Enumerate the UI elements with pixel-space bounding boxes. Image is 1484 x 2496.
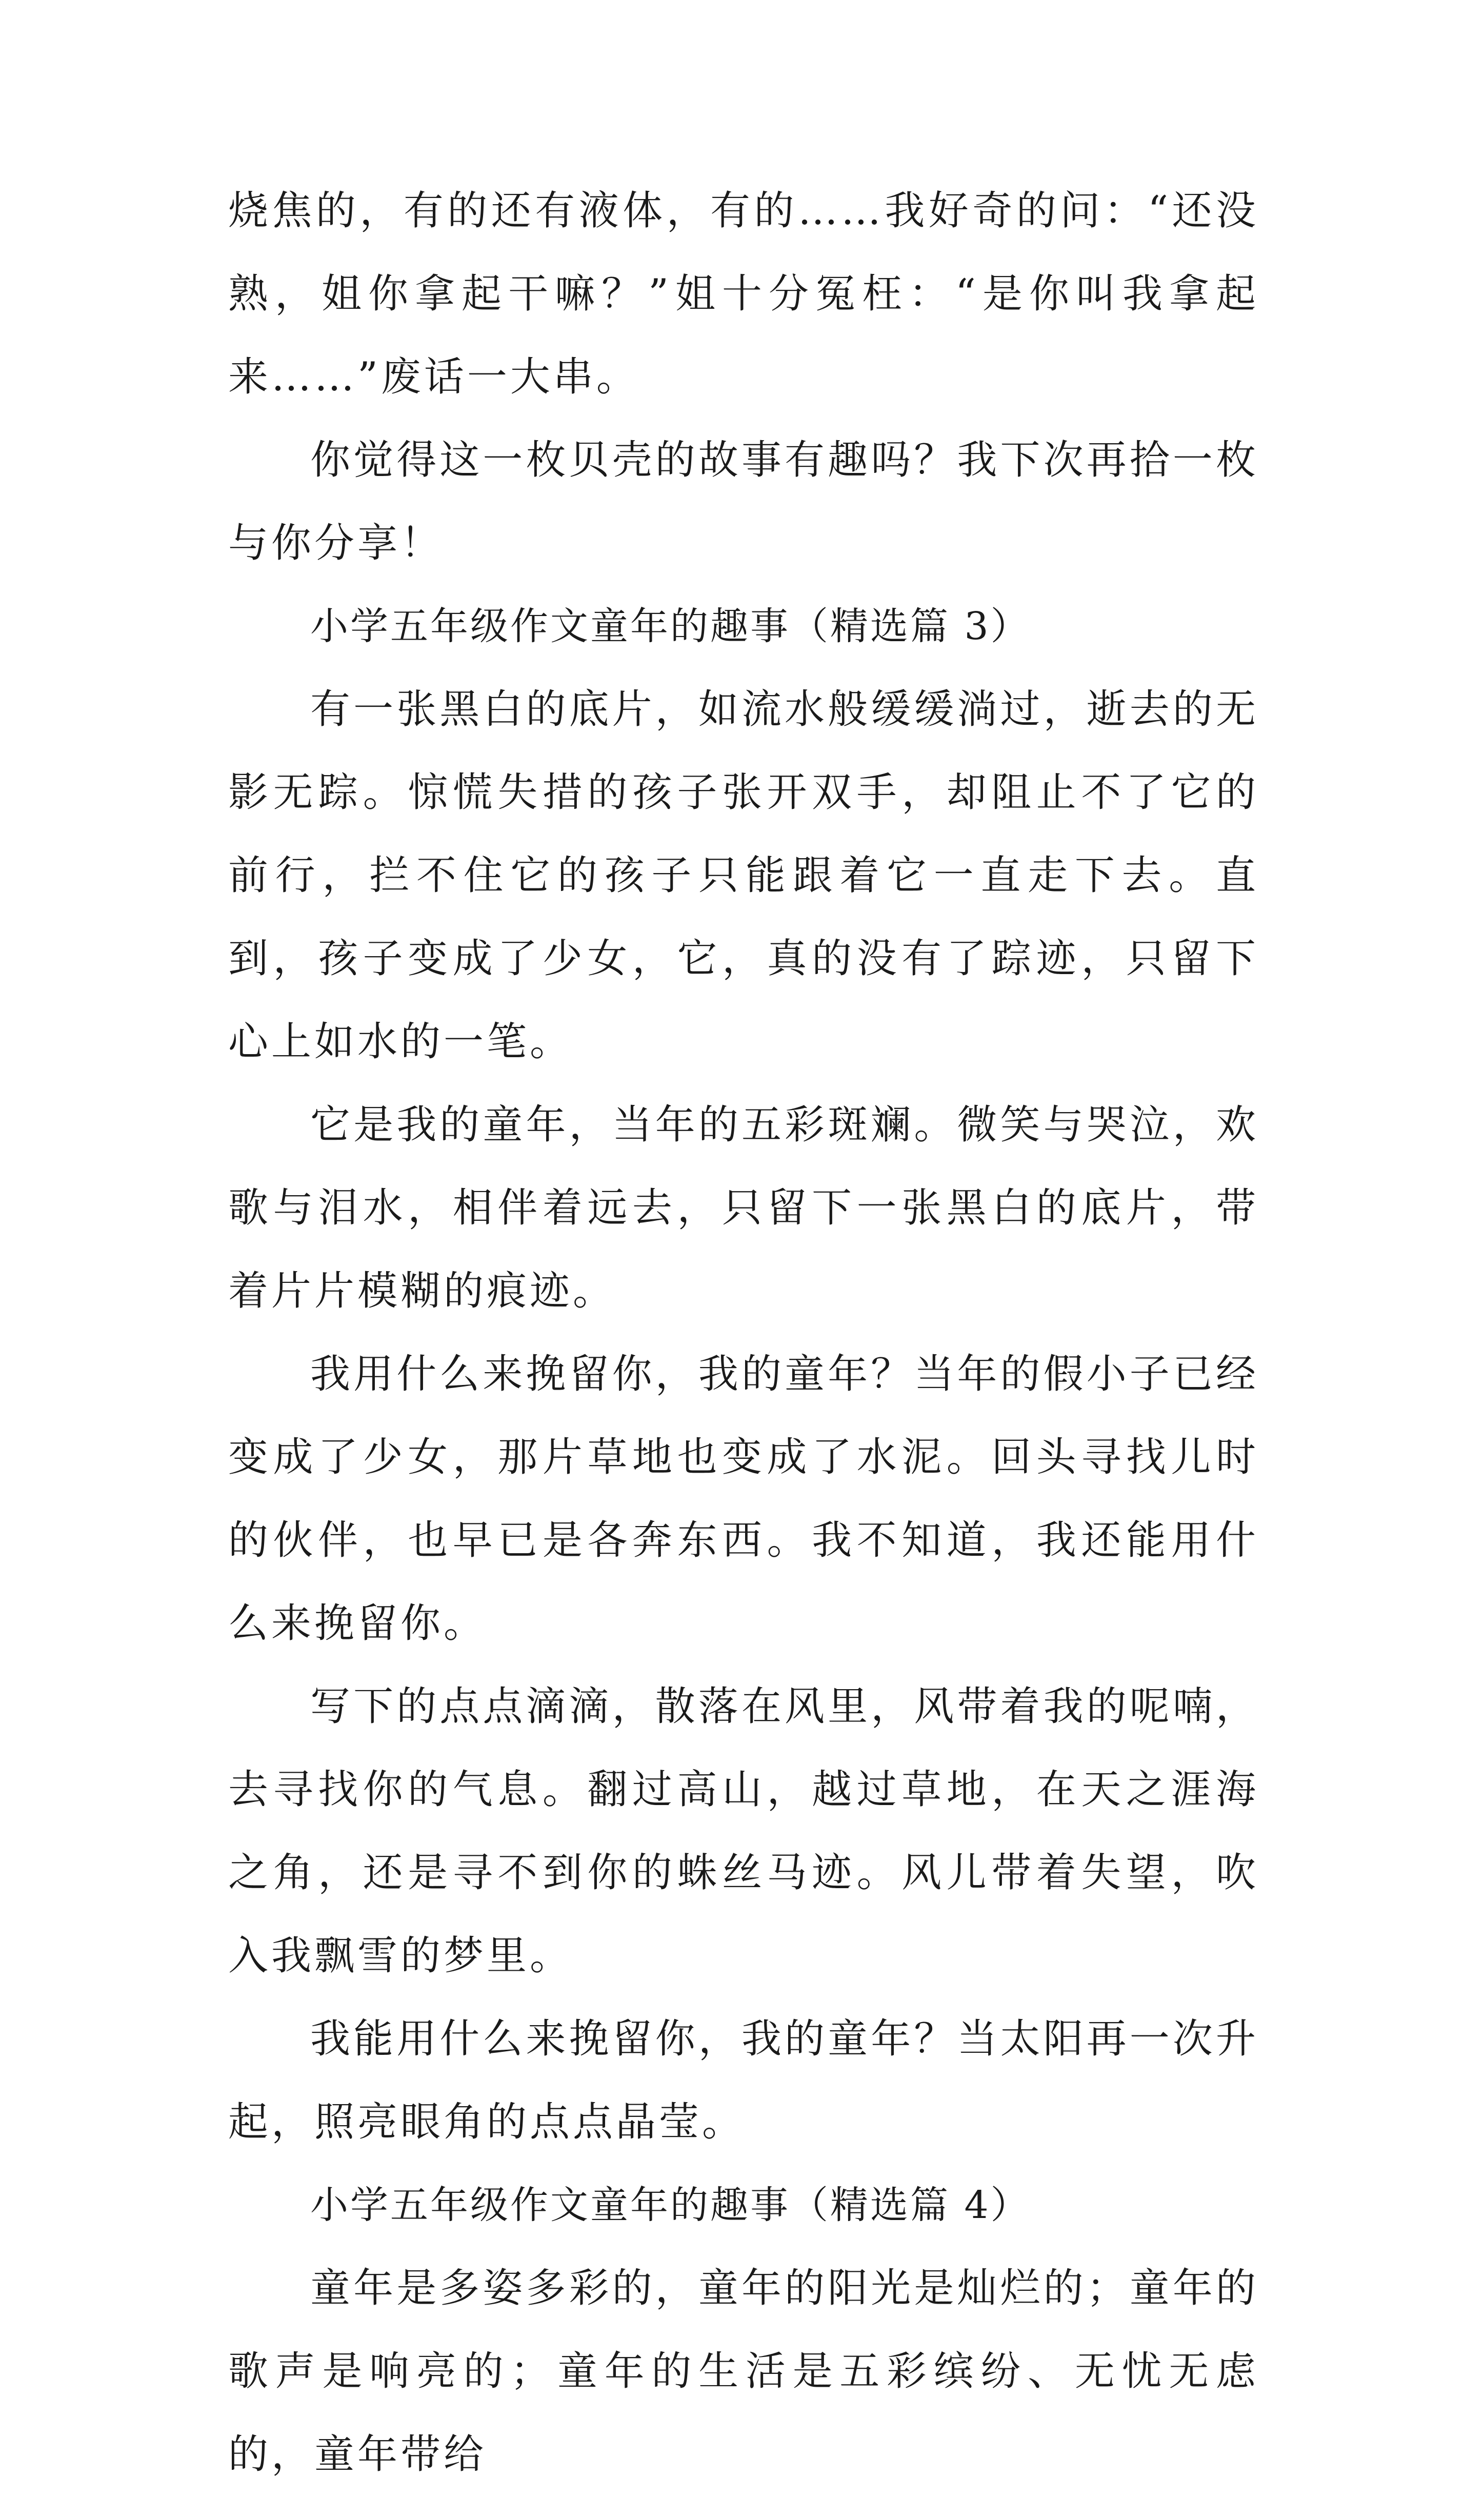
paragraph-colorful-childhood: 童年是多姿多彩的，童年的阳光是灿烂的；童年的歌声是响亮的；童年的生活是五彩缤纷、无忧无虑的，童年带给 [228,2265,1259,2478]
paragraph-written-bits: 写下的点点滴滴，散落在风里，风带着我的呢喃，去寻找你的气息。翻过高山，越过草地，在天之涯海之角，还是寻不到你的蛛丝马迹。风儿带着失望，吹入我飘雪的梦里。 [228,1683,1259,1979]
paragraph-continuation: 烧焦的，有的还有液体，有的……我好奇的问：“还没熟，姐你拿起干嘛？”姐十分冤枉：“是你叫我拿起来……”废话一大串。 [228,188,1259,400]
paragraph-how-to-keep: 我用什么来挽留你，我的童年？当年的假小子已经变成了少女，那片草地也变成了水泥。回头寻找儿时的伙伴，也早已是各奔东西。我不知道，我还能用什么来挽留你。 [228,1351,1259,1647]
section-heading-4: 小学五年级作文童年的趣事（精选篇 4） [310,2183,1031,2227]
document-body [228,0,1259,2496]
paragraph-my-childhood: 它是我的童年，当年的五彩斑斓。微笑与哭泣，欢歌与泪水，相伴着远去，只留下一张黑白的底片，带着片片模糊的痕迹。 [228,1102,1259,1314]
paragraph-shell-story-end: 你觉得这一枚贝壳的故事有趣吗？我下次再拾一枚与你分享！ [228,437,1259,566]
paragraph-sun-rises: 我能用什么来挽留你，我的童年？当太阳再一次升起，照亮眼角的点点晶莹。 [228,2016,1259,2145]
section-heading-3: 小学五年级作文童年的趣事（精选篇 3） [310,604,1031,648]
paragraph-black-white-film: 有一张黑白的底片，如流水般缓缓淌过，逝去的无影无踪。惊慌失措的孩子张开双手，却阻止不了它的前行，拦不住它的孩子只能跟着它一直走下去。直到，孩子变成了少女，它，真的没有了踪迹，只留下心上如水的一笔。 [228,686,1259,1065]
